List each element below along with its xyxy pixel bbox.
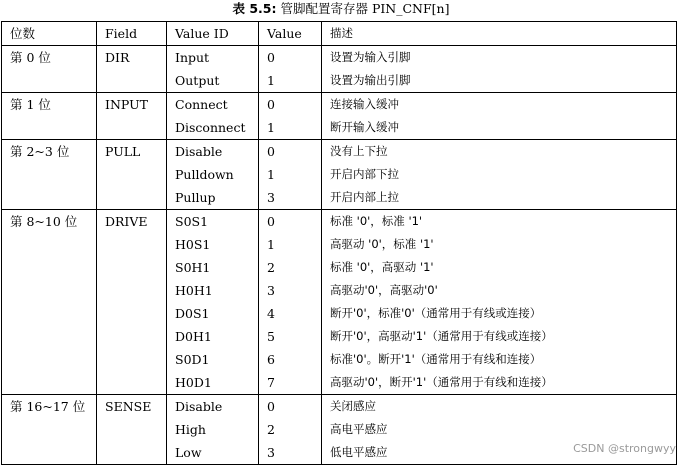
bits-cell [2, 163, 97, 186]
table-row [2, 302, 677, 325]
value-cell: 0 [259, 210, 322, 234]
value-id-cell: Pulldown [167, 163, 259, 186]
value-cell: 0 [259, 395, 322, 419]
value-id-cell: Disable [167, 140, 259, 164]
description-cell: 连接输入缓冲 [322, 93, 677, 117]
table-row [2, 116, 677, 140]
table-row [2, 69, 677, 93]
description-cell: 标准 '0'，高驱动 '1' [322, 256, 677, 279]
description-cell: 高驱动 '0'，标准 '1' [322, 233, 677, 256]
caption-title: 管脚配置寄存器 PIN_CNF[n] [280, 1, 450, 16]
value-id-cell: S0S1 [167, 210, 259, 234]
description-cell: 高电平感应 [322, 418, 677, 441]
description-cell: 开启内部上拉 [322, 186, 677, 210]
bits-cell: 第 1 位 [2, 93, 97, 117]
bits-cell [2, 186, 97, 210]
value-id-cell: D0H1 [167, 325, 259, 348]
description-cell: 断开'0'，高驱动'1'（通常用于有线或连接） [322, 325, 677, 348]
value-id-cell: Output [167, 69, 259, 93]
value-cell: 3 [259, 186, 322, 210]
value-id-cell: H0D1 [167, 371, 259, 395]
bits-cell [2, 116, 97, 140]
description-cell: 高驱动'0'，断开'1'（通常用于有线和连接） [322, 371, 677, 395]
table-row [2, 210, 677, 234]
description-cell: 没有上下拉 [322, 140, 677, 164]
field-cell [97, 116, 167, 140]
bits-cell [2, 418, 97, 441]
field-cell: DRIVE [97, 210, 167, 234]
value-cell: 1 [259, 116, 322, 140]
value-id-cell: Pullup [167, 186, 259, 210]
bits-cell [2, 325, 97, 348]
value-cell: 0 [259, 93, 322, 117]
table-row [2, 233, 677, 256]
field-cell: PULL [97, 140, 167, 164]
value-cell: 1 [259, 69, 322, 93]
value-id-cell: H0S1 [167, 233, 259, 256]
value-cell: 4 [259, 302, 322, 325]
value-cell: 2 [259, 256, 322, 279]
field-cell: INPUT [97, 93, 167, 117]
header-value: Value [259, 22, 322, 46]
bits-cell [2, 256, 97, 279]
pin-cnf-table [1, 21, 677, 465]
table-row [2, 163, 677, 186]
field-cell [97, 325, 167, 348]
description-cell: 标准 '0'，标准 '1' [322, 210, 677, 234]
table-row [2, 371, 677, 395]
description-cell: 断开'0'，标准'0'（通常用于有线或连接） [322, 302, 677, 325]
value-cell: 6 [259, 348, 322, 371]
table-row [2, 93, 677, 117]
table-row [2, 256, 677, 279]
field-cell [97, 186, 167, 210]
value-cell: 7 [259, 371, 322, 395]
field-cell [97, 256, 167, 279]
table-row [2, 186, 677, 210]
value-id-cell: Low [167, 441, 259, 465]
value-id-cell: Connect [167, 93, 259, 117]
description-cell: 设置为输出引脚 [322, 69, 677, 93]
bits-cell [2, 302, 97, 325]
table-row [2, 140, 677, 164]
value-id-cell: H0H1 [167, 279, 259, 302]
field-cell [97, 163, 167, 186]
description-cell: 高驱动'0'，高驱动'0' [322, 279, 677, 302]
description-cell: 设置为输入引脚 [322, 46, 677, 70]
header-bits: 位数 [2, 22, 97, 46]
field-cell [97, 371, 167, 395]
header-field: Field [97, 22, 167, 46]
value-cell: 3 [259, 279, 322, 302]
table-body [2, 46, 677, 465]
value-cell: 5 [259, 325, 322, 348]
bits-cell: 第 16~17 位 [2, 395, 97, 419]
value-cell: 3 [259, 441, 322, 465]
table-caption [0, 1, 682, 17]
field-cell: DIR [97, 46, 167, 70]
value-id-cell: S0D1 [167, 348, 259, 371]
value-id-cell: High [167, 418, 259, 441]
field-cell [97, 302, 167, 325]
field-cell [97, 233, 167, 256]
description-cell: 低电平感应 [322, 441, 677, 465]
bits-cell: 第 0 位 [2, 46, 97, 70]
bits-cell: 第 8~10 位 [2, 210, 97, 234]
watermark: CSDN @strongwyy [573, 442, 676, 455]
field-cell: SENSE [97, 395, 167, 419]
header-row [2, 22, 677, 46]
value-cell: 0 [259, 46, 322, 70]
value-id-cell: Input [167, 46, 259, 70]
table-row [2, 418, 677, 441]
value-id-cell: D0S1 [167, 302, 259, 325]
value-cell: 2 [259, 418, 322, 441]
table-row [2, 348, 677, 371]
field-cell [97, 348, 167, 371]
bits-cell [2, 69, 97, 93]
table-row [2, 46, 677, 70]
table-row [2, 279, 677, 302]
table-row [2, 325, 677, 348]
bits-cell [2, 348, 97, 371]
value-id-cell: S0H1 [167, 256, 259, 279]
header-value-id: Value ID [167, 22, 259, 46]
value-id-cell: Disconnect [167, 116, 259, 140]
description-cell: 断开输入缓冲 [322, 116, 677, 140]
field-cell [97, 279, 167, 302]
bits-cell [2, 233, 97, 256]
caption-label: 表 5.5: [232, 1, 277, 16]
description-cell: 关闭感应 [322, 395, 677, 419]
bits-cell [2, 371, 97, 395]
bits-cell [2, 279, 97, 302]
bits-cell: 第 2~3 位 [2, 140, 97, 164]
description-cell: 开启内部下拉 [322, 163, 677, 186]
header-description: 描述 [322, 22, 677, 46]
description-cell: 标准'0'。断开'1'（通常用于有线和连接） [322, 348, 677, 371]
field-cell [97, 418, 167, 441]
value-cell: 1 [259, 163, 322, 186]
field-cell [97, 69, 167, 93]
table-row [2, 395, 677, 419]
value-id-cell: Disable [167, 395, 259, 419]
value-cell: 0 [259, 140, 322, 164]
value-cell: 1 [259, 233, 322, 256]
